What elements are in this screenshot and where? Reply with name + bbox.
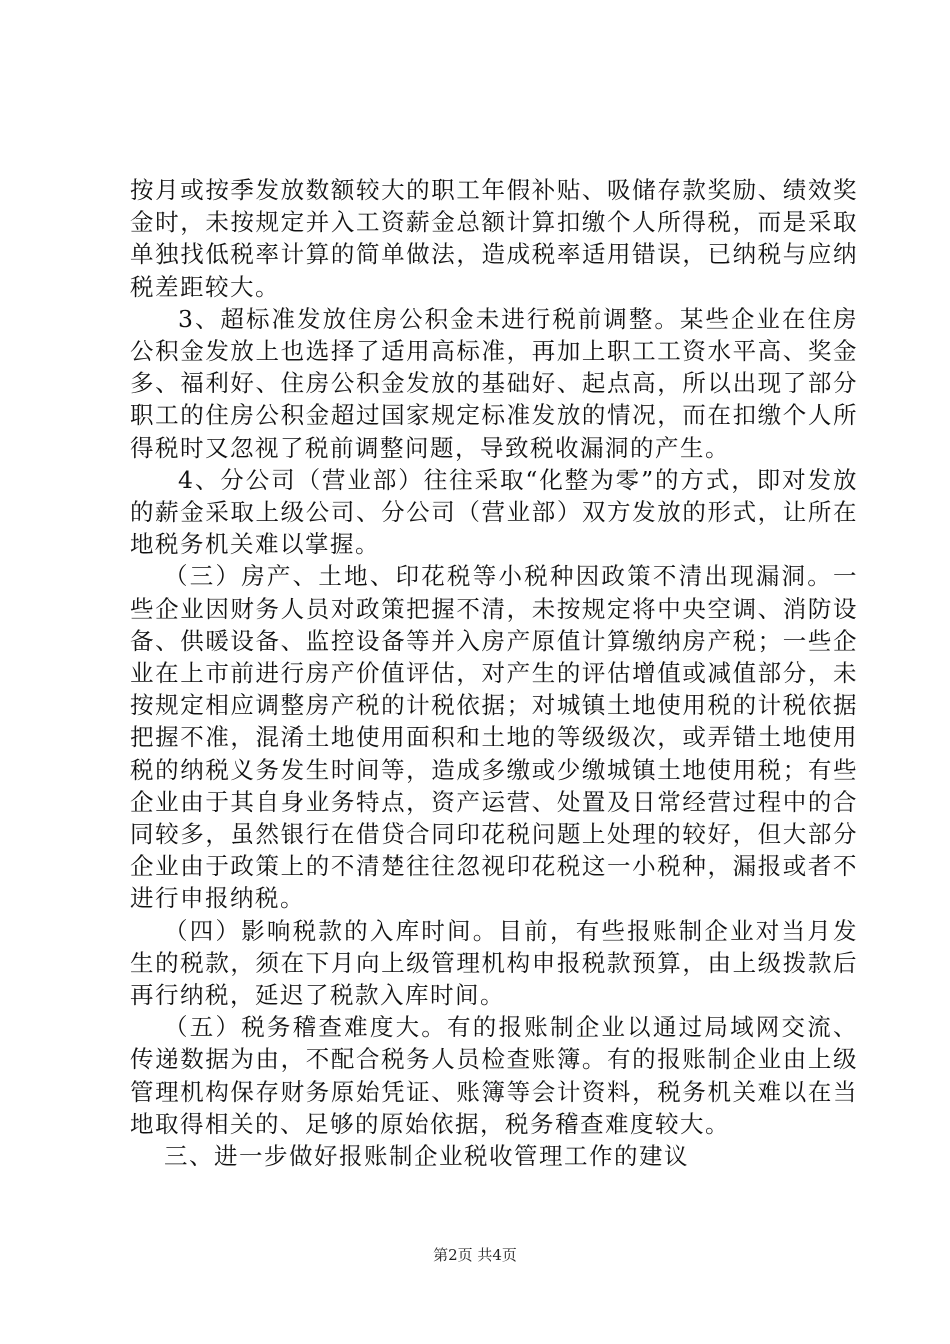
document-body	[130, 174, 858, 1172]
paragraph-item-3: 3、超标准发放住房公积金未进行税前调整。某些企业在住房公积金发放上也选择了适用高标准，再加上职工工资水平高、奖金多、福利好、住房公积金发放的基础好、起点高，所以出现了部分职工的住房公积金超过国家规定标准发放的情况，而在扣缴个人所得税时又忽视了税前调整问题，导致税收漏洞的产生。	[130, 304, 858, 462]
paragraph-section-5: （五）税务稽查难度大。有的报账制企业以通过局域网交流、传递数据为由，不配合税务人员检查账簿。有的报账制企业由上级管理机构保存财务原始凭证、账簿等会计资料，税务机关难以在当地取得相关的、足够的原始依据，税务稽查难度较大。	[130, 1013, 858, 1138]
section-heading-3: 三、进一步做好报账制企业税收管理工作的建议	[164, 1142, 689, 1171]
page-number-footer: 第2页 共4页	[433, 1246, 517, 1264]
paragraph-item-4: 4、分公司（营业部）往往采取“化整为零”的方式，即对发放的薪金采取上级公司、分公司（营业部）双方发放的形式，让所在地税务机关难以掌握。	[130, 465, 858, 559]
paragraph-continuation: 按月或按季发放数额较大的职工年假补贴、吸储存款奖励、绩效奖金时，未按规定并入工资薪金总额计算扣缴个人所得税，而是采取单独找低税率计算的简单做法，造成税率适用错误，已纳税与应纳税差距较大。	[130, 176, 858, 301]
paragraph-section-4: （四）影响税款的入库时间。目前，有些报账制企业对当月发生的税款，须在下月向上级管理机构申报税款预算，由上级拨款后再行纳税，延迟了税款入库时间。	[130, 916, 858, 1010]
paragraph-section-3: （三）房产、土地、印花税等小税种因政策不清出现漏洞。一些企业因财务人员对政策把握不清，未按规定将中央空调、消防设备、供暖设备、监控设备等并入房产原值计算缴纳房产税；一些企业在上市前进行房产价值评估，对产生的评估增值或减值部分，未按规定相应调整房产税的计税依据；对城镇土地使用税的计税依据把握不准，混淆土地使用面积和土地的等级级次，或弄错土地使用税的纳税义务发生时间等，造成多缴或少缴城镇土地使用税；有些企业由于其自身业务特点，资产运营、处置及日常经营过程中的合同较多，虽然银行在借贷合同印花税问题上处理的较好，但大部分企业由于政策上的不清楚往往忽视印花税这一小税种，漏报或者不进行申报纳税。	[130, 562, 858, 913]
